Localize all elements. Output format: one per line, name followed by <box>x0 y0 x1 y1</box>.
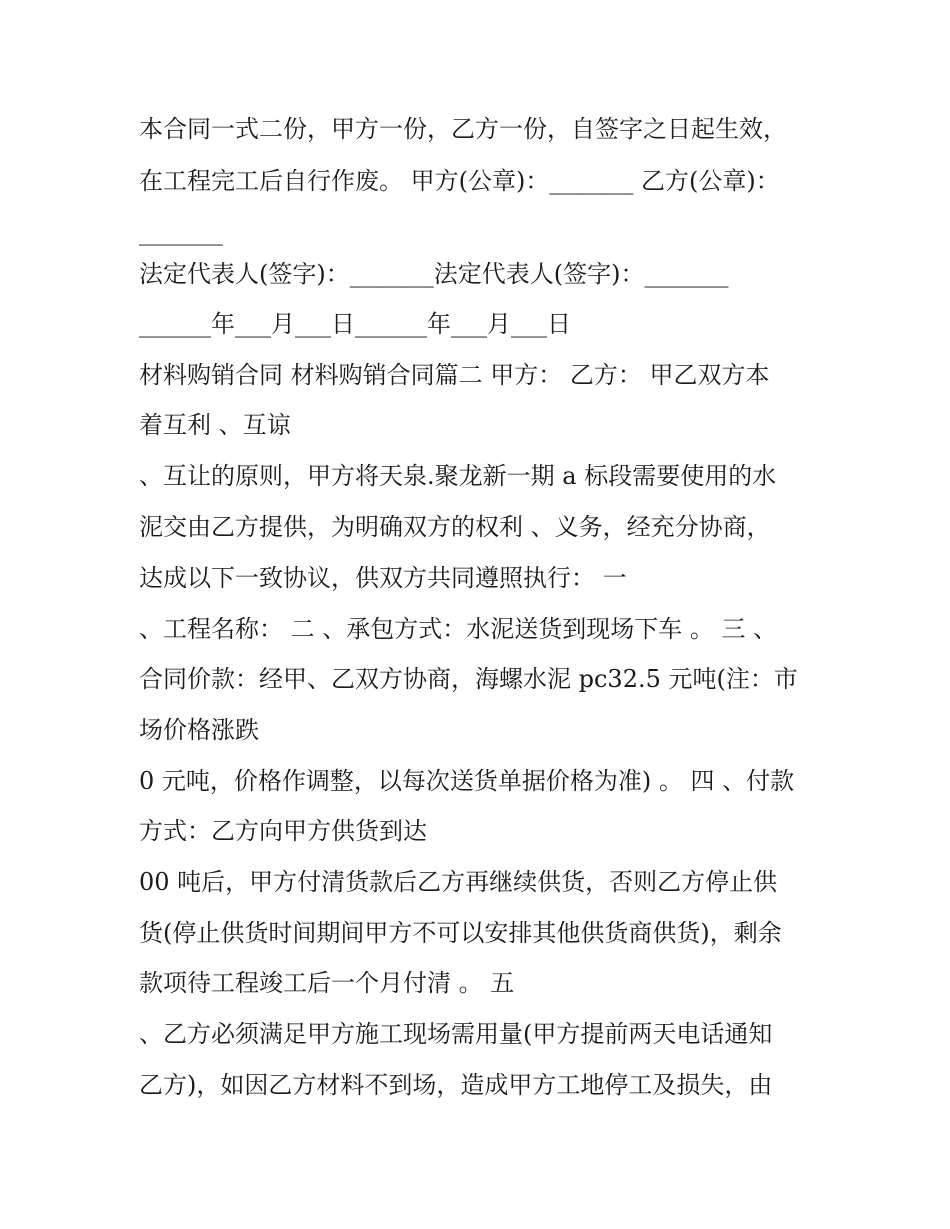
text-line: 0 元吨，价格作调整，以每次送货单据价格为准) 。 四 、付款 <box>139 767 795 795</box>
text-line: 在工程完工后自行作废。 甲方(公章)：_______ 乙方(公章)： <box>139 167 780 195</box>
text-line: 达成以下一致协议，供双方共同遵照执行： 一 <box>139 564 627 592</box>
text-line: 方式：乙方向甲方供货到达 <box>139 817 427 845</box>
text-line: 材料购销合同 材料购销合同篇二 甲方： 乙方： 甲乙双方本 <box>139 361 770 389</box>
text-line: 泥交由乙方提供，为明确双方的权利 、义务，经充分协商， <box>139 513 771 541</box>
text-line: 法定代表人(签字)：_______法定代表人(签字)：_______ <box>139 260 729 288</box>
text-line: ______年___月___日______年___月___日 <box>139 310 571 338</box>
text-line: _______ <box>139 218 223 246</box>
text-line: 乙方)，如因乙方材料不到场，造成甲方工地停工及损失，由 <box>139 1071 773 1099</box>
text-line: 、乙方必须满足甲方施工现场需用量(甲方提前两天电话通知 <box>139 1020 773 1048</box>
text-line: 、工程名称： 二 、承包方式：水泥送货到现场下车 。 三 、 <box>139 615 778 643</box>
text-line: 款项待工程竣工后一个月付清 。 五 <box>139 969 515 997</box>
text-line: 着互利 、互谅 <box>139 411 291 439</box>
text-line: 场价格涨跌 <box>139 716 259 744</box>
text-line: 00 吨后，甲方付清货款后乙方再继续供货，否则乙方停止供 <box>139 868 778 896</box>
text-line: 、互让的原则，甲方将天泉.聚龙新一期 a 标段需要使用的水 <box>139 462 777 490</box>
text-line: 合同价款：经甲、乙双方协商，海螺水泥 pc32.5 元吨(注：市 <box>139 665 798 693</box>
text-line: 本合同一式二份，甲方一份，乙方一份，自签字之日起生效， <box>139 115 787 143</box>
text-line: 货(停止供货时间期间甲方不可以安排其他供货商供货)，剩余 <box>139 919 782 947</box>
